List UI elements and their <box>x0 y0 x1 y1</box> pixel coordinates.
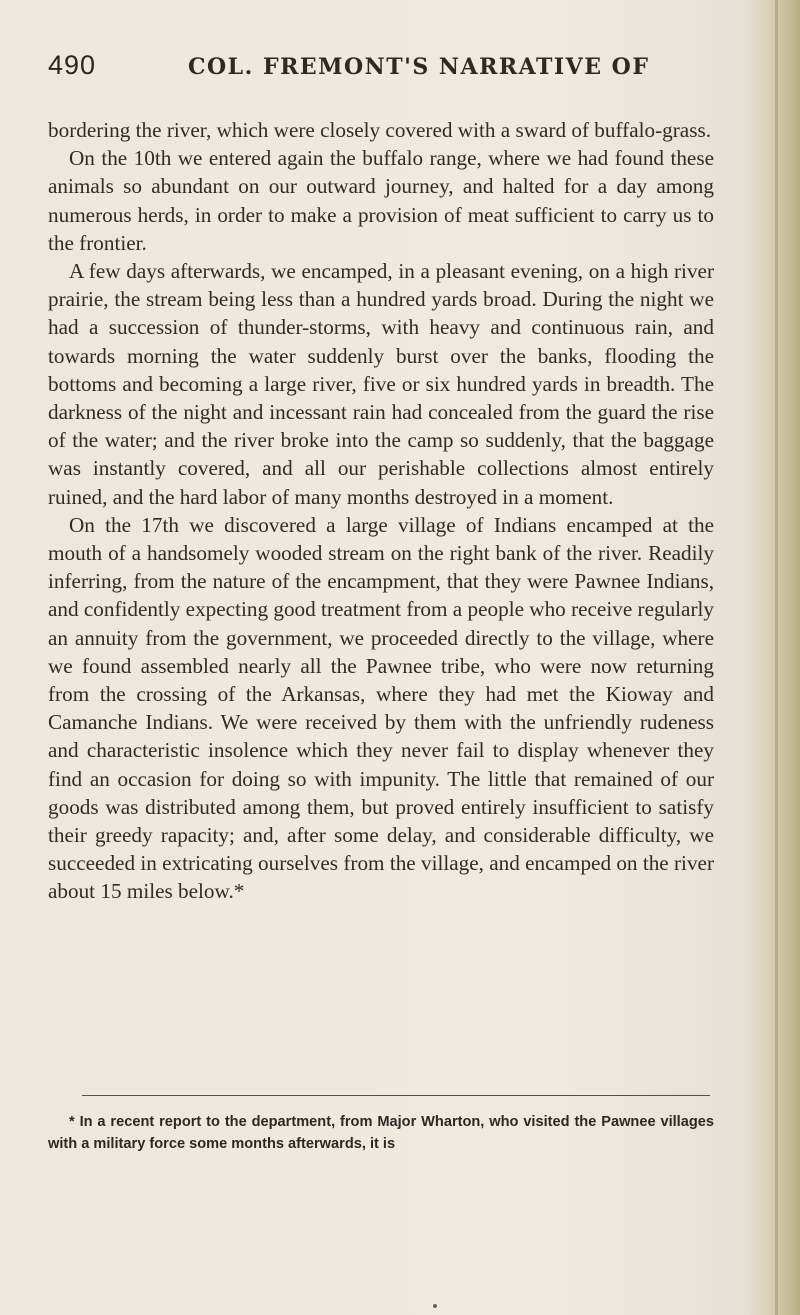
page-number: 490 <box>48 50 97 80</box>
body-text <box>48 116 714 906</box>
paragraph-4: On the 17th we discovered a large village of Indians encamped at the mouth of a handsomely wooded stream on the right bank of the river. Readily inferring, from the nature of the encampment, that they were Pawnee Indians, and confidently expecting good treatment from a people who receive regularly an annuity from the government, we proceeded directly to the village, where we found assembled nearly all the Pawnee tribe, who were now returning from the crossing of the Arkansas, where they had met the Kioway and Camanche Indians. We were received by them with the unfriendly rudeness and characteristic insolence which they never fail to display whenever they find an occasion for doing so with impunity. The little that remained of our goods was distributed among them, but proved entirely insufficient to satisfy their greedy rapacity; and, after some delay, and considerable difficulty, we succeeded in extricating ourselves from the village, and encamped on the river about 15 miles below.* <box>48 512 714 904</box>
page-binding-edge <box>775 0 778 1315</box>
paragraph-2: On the 10th we entered again the buffalo range, where we had found these animals so abundant on our outward journey, and halted for a day among numerous herds, in order to make a provision of meat sufficient to carry us to the frontier. <box>48 146 714 255</box>
page-gutter-shadow <box>748 0 800 1315</box>
paragraph-3: A few days afterwards, we encamped, in a pleasant evening, on a high river prairie, the stream being less than a hundred yards broad. During the night we had a succession of thunder-storms, with heavy and continuous rain, and towards morning the water suddenly burst over the banks, flooding the bottoms and becoming a large river, five or six hundred yards in breadth. The darkness of the night and incessant rain had concealed from the guard the rise of the water; and the river broke into the camp so suddenly, that the baggage was instantly covered, and all our perishable collections almost entirely ruined, and the hard labor of many months destroyed in a moment. <box>48 259 714 509</box>
paragraph-1: bordering the river, which were closely covered with a sward of buffalo-grass. <box>48 118 711 142</box>
page-speck <box>433 1304 437 1308</box>
footnote: * In a recent report to the department, from Major Wharton, who visited the Pawnee villages with a military force some months afterwards, it is <box>48 1114 714 1152</box>
page-header <box>48 50 718 90</box>
footnote-rule <box>82 1095 710 1096</box>
running-head: COL. FREMONT'S NARRATIVE OF <box>188 54 650 80</box>
